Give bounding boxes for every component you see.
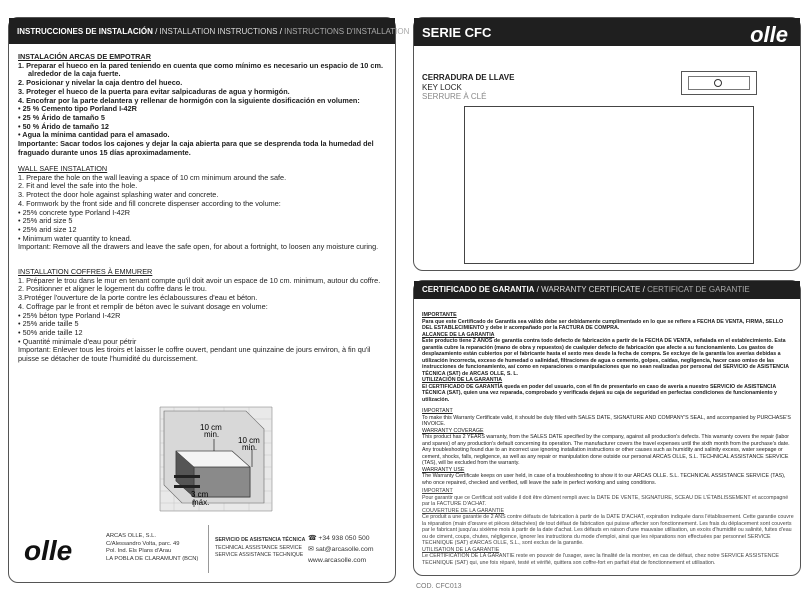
band-title-es: INSTRUCCIONES DE INSTALACIÓN — [17, 27, 153, 36]
warranty-panel — [413, 280, 801, 576]
footer — [18, 523, 390, 575]
warranty-fr: IMPORTANT Pour garantir que ce Certificat soit valide il doit être dûment rempli avec la DATE DE VENTE, SIGNATURE, SCEAU DE L'ÉTABLISSEMENT et accompagné par la FACTURE D'ACHAT. COUVERTURE DE LA GARANTIE Ce produit a une garantie de 2 ANS contre défauts de fabrication à partir de la DATE D'ACHAT, expiration indiquée dans l'établissement. Cette garantie couvre la réparation (main d'œuvre et pièces détachées) de tout défaut de fabrication qui puisse affecter son fonctionnement. Les frais du déplacement sont couverts par le fabricant jusqu'au sixième mois à partir de la date d'achat. Les défauts en raison d'une mauvaise utilisation, un excès d'humidité ou salinité, fuites d'eau ou de ciment, coups, chutes, négligence, ignorer les instructions du mode d'emploi, ainsi que les réparations non effectuées par personnel SERVICE TECHNIQUE (SAT) d'ARCAS OLLE, S.L., sont exclus de la garantie. UTILISATION DE LA GARANTIE Le CERTIFICATION DE LA GARANTIE reste en pouvoir de l'usager, avec la finalité de la montrer, en cas de défaut, chez notre SERVICE ASSISTENCE TECHNIQUE (SAT) qui, une fois réparé, testé et vérifié, quittera son coffre-fort en parfait état de fonctionnement et utilisation. — [422, 488, 794, 566]
label-10cm-top: 10 cm — [200, 423, 222, 432]
label-10cm-side: 10 cm — [238, 436, 260, 445]
label-3cm: 3 cm — [191, 490, 209, 499]
svg-text:min.: min. — [204, 430, 220, 439]
svg-text:olle: olle — [24, 535, 73, 566]
key-lock-illustration — [681, 71, 757, 95]
product-panel — [413, 17, 801, 271]
instructions-band: INSTRUCCIONES DE INSTALACIÓN / INSTALLATION INSTRUCTIONS / INSTRUCTIONS D'INSTALLATION — [9, 18, 395, 44]
svg-text:máx.: máx. — [192, 498, 210, 507]
svg-text:min.: min. — [242, 443, 258, 452]
es-title: INSTALACIÓN ARCAS DE EMPOTRAR — [18, 52, 151, 61]
installation-diagram — [154, 399, 279, 519]
olle-logo-header — [702, 22, 790, 46]
svg-text:olle: olle — [750, 22, 788, 47]
product-image-frame — [464, 106, 754, 264]
warranty-en: IMPORTANT To make this Warranty Certificate valid, it should be duly filled with SALES DATE, SIGNATURE AND COMPANY'S SEAL, and accompanied by PURCHASE'S INVOICE. WARRANTY COVERAGE This product has 2 YEARS warranty, from the SALES DATE specified by the company, against all production's defects. This warranty covers the repair (labor and spares) of any production's default concerning its operation. The manufacturer covers the travel expenses until the sixth month from the purchase's date. Any troubleshooting found due to an incorrect use ignoring installation instructions or other causes such as humidity and salinity excess, water seepage or cement, shocks, falls, negligence, as well as any repair or manipulation done outside our personal ARCAS OLLE, S.L. TECHNICAL ASSISTANCE SERVICE (TAS), will be excluded from the warranty. WARRANTY USE The Warranty Certificate keeps on user held, in case of a troubleshooting to show it to our ARCAS OLLE. S.L. TECHNICAL ASSISTANCE SERVICE (TAS), who once repaired, checked and verified, will leave the safe in perfect working and using conditions. — [422, 408, 791, 486]
email-icon: ✉ — [308, 546, 316, 553]
keyhole-icon — [714, 79, 722, 87]
instructions-fr: INSTALLATION COFFRES À EMMURER 1. Préparer le trou dans le mur en tenant compte qu'il doit avoir un espace de 10 cm. minimum, autour du coffre. 2. Positionner et aligner le logement du coffre dans le trou. 3.Protéger l'ouverture de la porte contre les éclaboussures d'eau et béton. 4. Coffrage par le front et remplir de béton avec le suivant dosage en volume: • 25% béton type Porland I-42R • 25% aride taille 5 • 50% aride taille 12 • Quantité minimale d'eau pour pétrir Important: Enlever tous les tiroirs et laisser le coffre ouvert, pendant une quinzaine de jours environ, à fin qu'il puisse se détacher de toute l'humidité du durcissement. — [18, 268, 390, 364]
email[interactable]: ✉ sat@arcasolle.com — [308, 546, 374, 553]
warranty-es: IMPORTANTE Para que este Certificado de Garantía sea válido debe ser debidamente cumplimentado en lo que se refiere a FECHA DE VENTA, FIRMA, SELLO DEL ESTABLECIMIENTO y debe ir acompañado por la FACTURA DE COMPRA. ALCANCE DE LA GARANTIA Este producto tiene 2 AÑOS de garantía contra todo defecto de fabricación a partir de la FECHA DE VENTA, señalada en el establecimiento. Esta garantía cubre la reparación (mano de obra y repuestos) de cualquier defecto de fabricación que afecte a su funcionamiento. Los gastos de desplazamiento están cubiertos por el fabricante hasta el sexto mes desde la fecha de compra. Se excluye de la garantía los averías debidas a utilización incorrecta, exceso de humedad o salinidad, filtraciones de agua o cemento, golpes, caídas, negligencia, hacer caso omiso de las instrucciones de funcionamiento, así como en reparaciones o manipulaciones que no sean realizadas por personal del SERVICIO de ASISTENCIA TÉCNICA (SAT) de ARCAS OLLE, S. L. UTILIZACIÓN DE LA GARANTIA El CERTIFICADO DE GARANTÍA queda en poder del usuario, con el fin de presentarlo en caso de avería a nuestro SERVICIO de ASISTENCIA TÉCNICA (SAT), quien una vez reparada, comprobado y verificada dejará su caja de seguridad en perfectas condiciones de funcionamiento y utilización. — [422, 312, 789, 403]
en-title: WALL SAFE INSTALATION — [18, 164, 108, 173]
band-title-en: INSTALLATION INSTRUCTIONS — [159, 27, 278, 36]
service-names: SERVICIO DE ASISTENCIA TÉCNICA TECHNICAL ASSISTANCE SERVICE SERVICE ASSISTANCE TECHNIQUE — [215, 537, 306, 559]
lock-type: CERRADURA DE LLAVE KEY LOCK SERRURE À CLÉ — [422, 73, 515, 102]
serie-title: SERIE CFC — [422, 25, 492, 40]
band-title-fr: INSTRUCTIONS D'INSTALLATION — [284, 27, 410, 36]
website[interactable]: www.arcasolle.com — [308, 557, 367, 564]
phone-icon: ☎ — [308, 535, 319, 542]
company-address: ARCAS OLLE, S.L. C/Alessandro Volta, parc. 49 Pol. Ind. Els Plans d'Arau LA POBLA DE CLARAMUNT (BCN) — [106, 533, 199, 562]
product-code: COD. CFC013 — [416, 583, 462, 590]
instructions-es: INSTALACIÓN ARCAS DE EMPOTRAR 1. Preparar el hueco en la pared teniendo en cuenta que como mínimo es necesario un espacio de 10 cm. alrededor de la caja fuerte. 2. Posicionar y nivelar la caja dentro del hueco. 3. Proteger el hueco de la puerta para evitar salpicaduras de agua y hormigón. 4. Encofrar por la parte delantera y rellenar de hormigón con la siguiente dosificación en volumen: • 25 % Cemento tipo Porland I-42R • 25 % Árido de tamaño 5 • 50 % Árido de tamaño 12 • Agua la mínima cantidad para el amasado. Importante: Sacar todos los cajones y dejar la caja abierta para que se desprenda toda la humedad del fraguado durante unos 15 días aproximadamente. — [18, 53, 390, 157]
warranty-band: CERTIFICADO DE GARANTIA / WARRANTY CERTIFICATE / CERTIFICAT DE GARANTIE — [414, 281, 800, 299]
instructions-panel — [8, 17, 410, 583]
instructions-en: WALL SAFE INSTALATION 1. Prepare the hole on the wall leaving a space of 10 cm minimum around the safe. 2. Fit and level the safe into the hole. 3. Protect the door hole against splashing water and concrete. 4. Formwork by the front side and fill concrete dispenser according to the volume: • 25% concrete type Porland I-42R • 25% arid size 5 • 25% arid size 12 • Minimum water quantity to knead. Important: Remove all the drawers and leave the safe open, for about a fortnight, to loosen any moisture curing. — [18, 165, 390, 252]
contact-info — [308, 533, 374, 566]
phone[interactable]: ☎ +34 938 050 500 — [308, 535, 370, 542]
fr-title: INSTALLATION COFFRES À EMMURER — [18, 267, 153, 276]
olle-logo — [22, 532, 102, 568]
